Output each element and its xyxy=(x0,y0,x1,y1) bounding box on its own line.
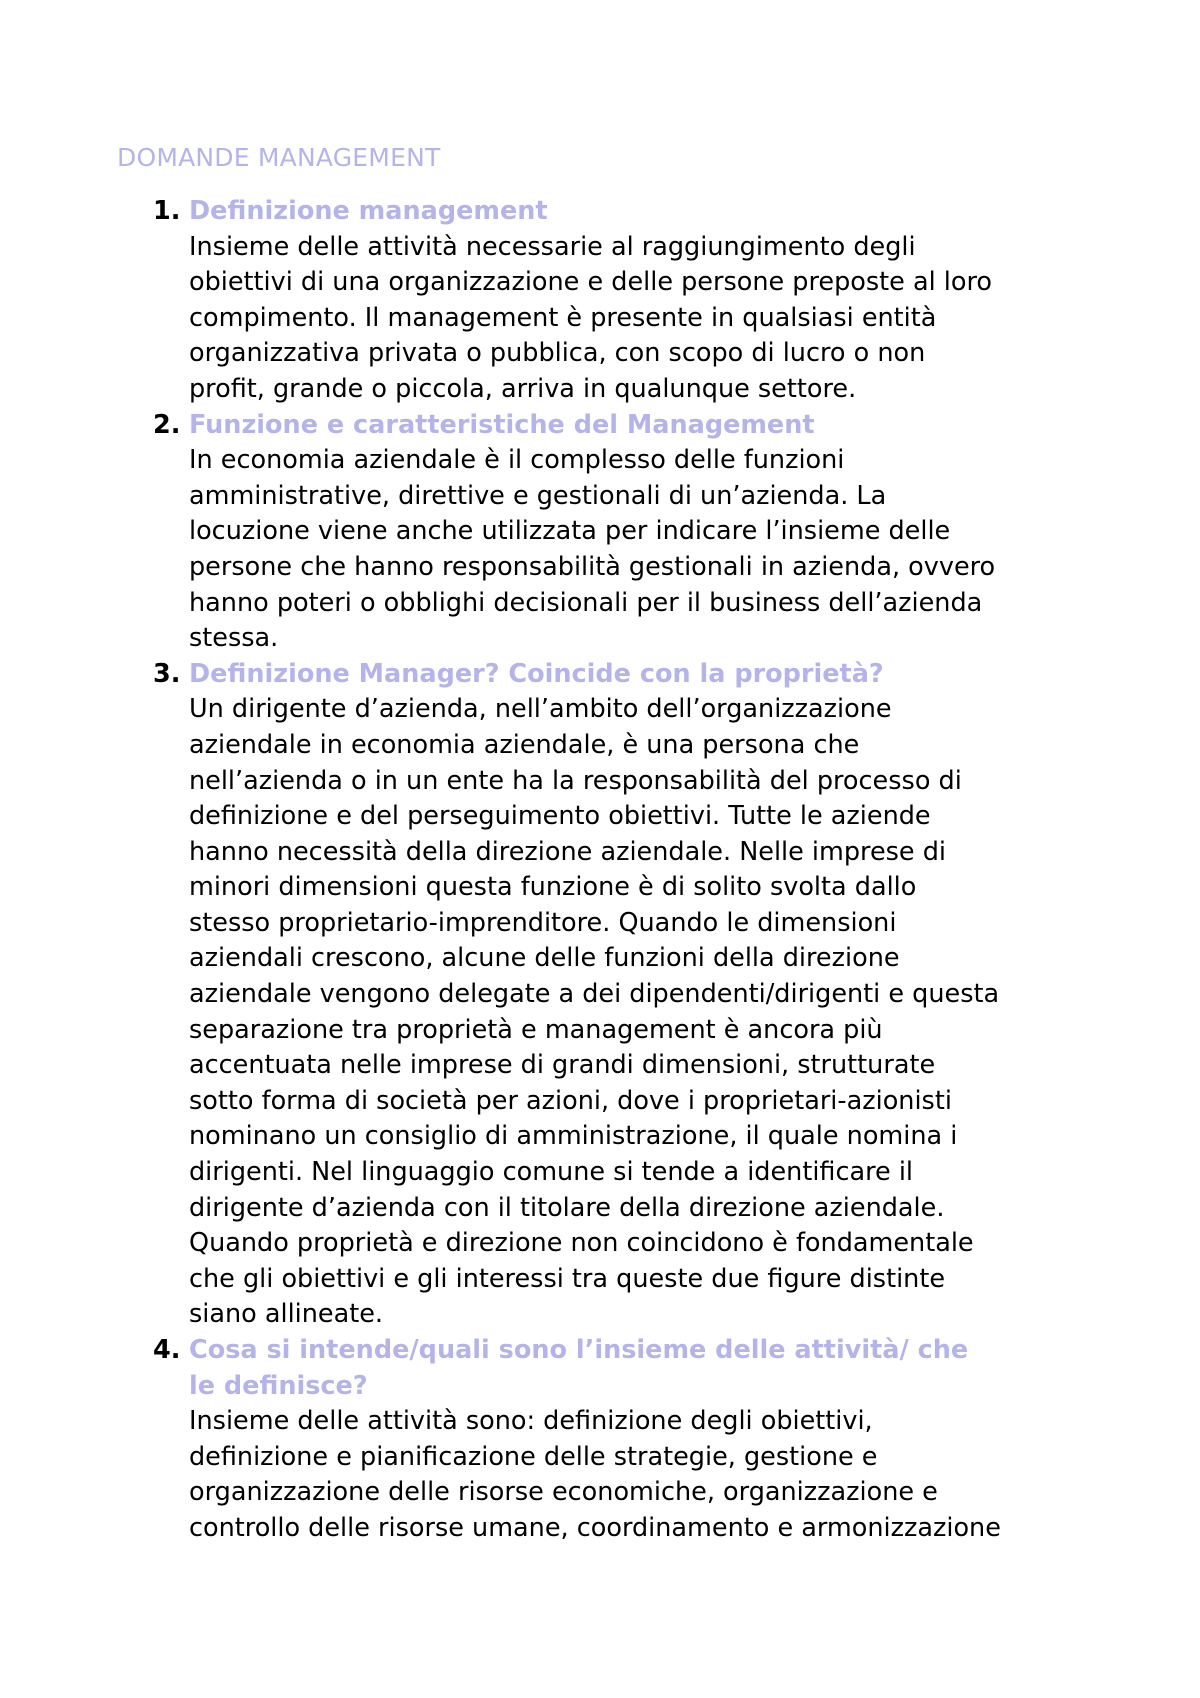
questions-list xyxy=(0,194,1200,1547)
question-number: 4. xyxy=(153,1335,181,1365)
question-answer: Un dirigente d’azienda, nell’ambito dell’organizzazione aziendale in economia aziendale, è una persona che nell’azienda o in un ente ha la responsabilità del processo di definizione e del perseguimento obiettivi. Tutte le aziende hanno necessità della direzione aziendale. Nelle imprese di minori dimensioni questa funzione è di solito svolta dallo stesso proprietario-imprenditore. Quando le dimensioni aziendali crescono, alcune delle funzioni della direzione aziendale vengono delegate a dei dipendenti/dirigenti e questa separazione tra proprietà e management è ancora più accentuata nelle imprese di grandi dimensioni, strutturate sotto forma di società per azioni, dove i proprietari-azionisti nominano un consiglio di amministrazione, il quale nomina i dirigenti. Nel linguaggio comune si tende a identificare il dirigente d’azienda con il titolare della direzione aziendale. Quando proprietà e direzione non coincidono è fondamentale che gli obiettivi e gli interessi tra queste due figure distinte siano allineate. xyxy=(189,694,1000,1330)
question-heading: Definizione management xyxy=(189,196,548,226)
question-heading: Funzione e caratteristiche del Management xyxy=(189,409,815,440)
document-title: DOMANDE MANAGEMENT xyxy=(117,143,441,172)
question-item xyxy=(0,194,1114,408)
question-item xyxy=(0,657,1114,1333)
question-number: 3. xyxy=(153,658,181,689)
question-answer: Insieme delle attività necessarie al raggiungimento degli obiettivi di una organizzazione e delle persone preposte al loro compimento. Il management è presente in qualsiasi entità organizzativa privata o pubblica, con scopo di lucro o non profit, grande o piccola, arriva in qualunque settore. xyxy=(189,231,993,404)
question-heading: Cosa si intende/quali sono l’insieme delle attività/ che le definisce? xyxy=(189,1335,969,1401)
question-number: 2. xyxy=(153,409,181,440)
question-item xyxy=(0,1333,1114,1547)
question-answer: In economia aziendale è il complesso delle funzioni amministrative, direttive e gestionali di un’azienda. La locuzione viene anche utilizzata per indicare l’insieme delle persone che hanno responsabilità gestionali in azienda, ovvero hanno poteri o obblighi decisionali per il business dell’azienda stessa. xyxy=(189,445,996,654)
question-number: 1. xyxy=(153,196,181,226)
question-item xyxy=(0,408,1114,657)
question-heading: Definizione Manager? Coincide con la proprietà? xyxy=(189,658,884,689)
question-answer: Insieme delle attività sono: definizione degli obiettivi, definizione e pianificazione delle strategie, gestione e organizzazione delle risorse economiche, organizzazione e controllo delle risorse umane, coordinamento e armonizzazione xyxy=(189,1406,1001,1543)
